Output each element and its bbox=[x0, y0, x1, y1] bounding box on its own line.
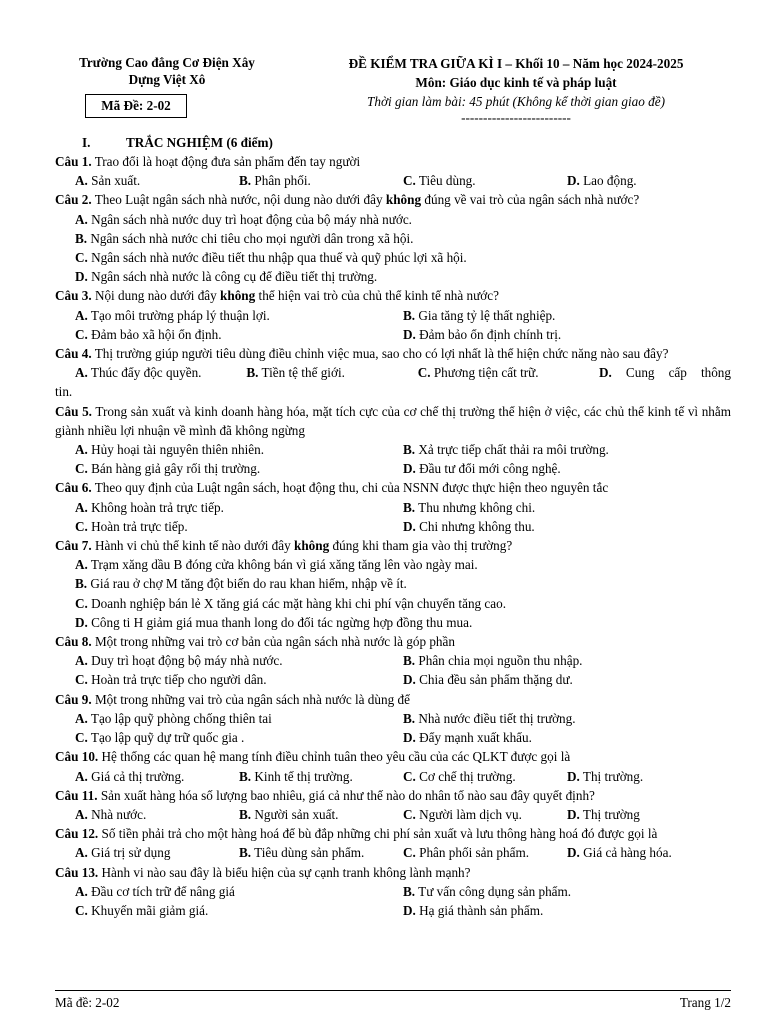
question-text: Thị trường giúp người tiêu dùng điều chỉnh việc mua, sao cho có lợi nhất là thể hiện chức năng nào sau đây? bbox=[91, 346, 669, 362]
option-b bbox=[239, 843, 403, 862]
option-a bbox=[55, 555, 731, 574]
option-letter: C. bbox=[403, 768, 416, 784]
exam-subject: Môn: Giáo dục kinh tế và pháp luật bbox=[415, 75, 617, 90]
option-c bbox=[75, 728, 403, 747]
question-label: Câu 3. bbox=[55, 288, 92, 304]
option-text: Không hoàn trả trực tiếp. bbox=[87, 499, 224, 515]
option-text: Trạm xăng dầu B đóng cửa không bán vì giá xăng tăng lên vào ngày mai. bbox=[87, 557, 478, 573]
option-letter: B. bbox=[239, 768, 252, 784]
question-text: Hành vi nào sau đây là biểu hiện của sự cạnh tranh không lành mạnh? bbox=[98, 864, 471, 880]
option-letter: D. bbox=[75, 614, 88, 630]
question-label: Câu 1. bbox=[55, 154, 92, 169]
option-letter: C. bbox=[75, 250, 88, 266]
option-text: Giá cả thị trường. bbox=[87, 768, 185, 784]
question-5 bbox=[55, 402, 731, 440]
option-letter: B. bbox=[403, 442, 416, 458]
option-a bbox=[75, 440, 403, 459]
option-a bbox=[75, 767, 239, 786]
exam-code-box: Mã Đề: 2-02 bbox=[85, 94, 187, 118]
option-text: Gia tăng tỷ lệ thất nghiệp. bbox=[415, 307, 556, 323]
question-text: Trao đổi là hoạt động đưa sản phẩm đến tay người bbox=[91, 154, 361, 169]
option-letter: D. bbox=[403, 672, 416, 688]
question-9 bbox=[55, 690, 731, 709]
option-text: Tiền tệ thế giới. bbox=[258, 365, 345, 381]
option-text: Nhà nước điều tiết thị trường. bbox=[415, 710, 576, 726]
options-row bbox=[55, 901, 731, 920]
option-text: Chi nhưng không thu. bbox=[415, 518, 535, 534]
option-wrap-text: tin. bbox=[55, 384, 73, 400]
option-text: Tạo môi trường pháp lý thuận lợi. bbox=[87, 307, 270, 323]
option-letter: D. bbox=[403, 518, 416, 534]
option-text: Nhà nước. bbox=[87, 806, 147, 822]
option-letter: D. bbox=[567, 768, 580, 784]
footer-divider bbox=[55, 990, 731, 991]
school-name-line2: Dựng Việt Xô bbox=[128, 72, 206, 87]
option-text: Chia đều sản phẩm thặng dư. bbox=[415, 672, 573, 688]
option-letter: A. bbox=[75, 173, 88, 189]
exam-content bbox=[55, 133, 731, 920]
option-text: Khuyến mãi giảm giá. bbox=[87, 902, 209, 918]
question-text: Một trong những vai trò của ngân sách nhà nước là dùng để bbox=[91, 691, 410, 707]
option-text: Kinh tế thị trường. bbox=[251, 768, 353, 784]
question-7 bbox=[55, 536, 731, 555]
option-text: Đẩy mạnh xuất khẩu. bbox=[415, 730, 532, 746]
option-letter: B. bbox=[403, 499, 416, 515]
option-text: Phương tiện cất trữ. bbox=[430, 365, 539, 381]
option-letter: D. bbox=[403, 461, 416, 477]
option-d bbox=[403, 728, 731, 747]
option-c bbox=[403, 843, 567, 862]
options-row bbox=[55, 709, 731, 728]
options-row bbox=[55, 805, 731, 824]
question-text: Số tiền phải trả cho một hàng hoá để bù đắp những chi phí sản xuất và lưu thông hàng hoá đó được gọi là bbox=[98, 826, 658, 842]
question-4 bbox=[55, 344, 731, 363]
question-text: Theo quy định của Luật ngân sách, hoạt động thu, chi của NSNN được thực hiện theo nguyên tắc bbox=[91, 480, 609, 496]
option-a bbox=[75, 805, 239, 824]
question-emphasis: không bbox=[385, 192, 422, 208]
option-text: Hạ giá thành sản phẩm. bbox=[415, 902, 544, 918]
footer-exam-code: Mã đề: 2-02 bbox=[55, 995, 120, 1010]
option-a bbox=[55, 210, 731, 229]
option-letter: D. bbox=[75, 269, 88, 285]
options-row bbox=[55, 728, 731, 747]
option-text: Phân phối sản phẩm. bbox=[415, 845, 530, 861]
option-letter: D. bbox=[599, 365, 612, 381]
option-letter: A. bbox=[75, 307, 88, 323]
option-text: Tư vấn công dụng sản phẩm. bbox=[415, 883, 572, 899]
options-row bbox=[55, 517, 731, 536]
option-text: Ngân sách nhà nước là công cụ để điều tiết thị trường. bbox=[87, 269, 378, 285]
option-a bbox=[75, 882, 403, 901]
question-text-end: đúng về vai trò của ngân sách nhà nước? bbox=[421, 192, 640, 208]
options-row bbox=[55, 882, 731, 901]
option-a bbox=[75, 306, 403, 325]
option-letter: C. bbox=[403, 845, 416, 861]
option-c bbox=[55, 594, 731, 613]
option-a bbox=[75, 709, 403, 728]
option-letter: C. bbox=[75, 326, 88, 342]
option-d bbox=[589, 363, 731, 382]
question-label: Câu 9. bbox=[55, 691, 92, 707]
option-letter: B. bbox=[246, 365, 259, 381]
options-row bbox=[55, 440, 731, 459]
option-letter: A. bbox=[75, 557, 88, 573]
question-11 bbox=[55, 786, 731, 805]
question-3 bbox=[55, 286, 731, 305]
option-text: Công ti H giảm giá mua thanh long do đối tác ngừng hợp đồng thu mua. bbox=[87, 614, 473, 630]
question-2 bbox=[55, 190, 731, 209]
option-text: Người sản xuất. bbox=[251, 806, 339, 822]
option-letter: B. bbox=[239, 845, 252, 861]
option-d bbox=[55, 613, 731, 632]
option-letter: A. bbox=[75, 845, 88, 861]
option-letter: C. bbox=[403, 806, 416, 822]
option-a bbox=[75, 651, 403, 670]
option-text: Sản xuất. bbox=[87, 173, 141, 189]
question-13 bbox=[55, 863, 731, 882]
question-10 bbox=[55, 747, 731, 766]
option-letter: B. bbox=[75, 230, 88, 246]
option-letter: A. bbox=[75, 768, 88, 784]
option-d bbox=[567, 843, 731, 862]
question-8 bbox=[55, 632, 731, 651]
option-text: Đảm bảo xã hội ổn định. bbox=[87, 326, 222, 342]
options-row bbox=[55, 325, 731, 344]
section-heading bbox=[55, 133, 731, 152]
option-letter: C. bbox=[417, 365, 431, 381]
option-b bbox=[403, 306, 731, 325]
option-text: Thúc đẩy độc quyền. bbox=[87, 365, 202, 381]
options-row bbox=[55, 767, 731, 786]
option-text: Giá cả hàng hóa. bbox=[579, 845, 672, 861]
option-letter: A. bbox=[75, 211, 88, 227]
option-d bbox=[403, 901, 731, 920]
question-label: Câu 13. bbox=[55, 864, 99, 880]
option-d bbox=[403, 325, 731, 344]
question-emphasis: không bbox=[220, 288, 256, 304]
option-text: Hủy hoại tài nguyên thiên nhiên. bbox=[87, 442, 264, 458]
option-letter: D. bbox=[403, 902, 416, 918]
option-d bbox=[403, 670, 731, 689]
question-text-end: thể hiện vai trò của chủ thể kinh tế nhà nước? bbox=[255, 288, 499, 304]
option-letter: A. bbox=[75, 499, 88, 515]
option-letter: A. bbox=[75, 883, 88, 899]
options-row bbox=[55, 651, 731, 670]
option-a bbox=[75, 171, 239, 190]
option-text: Tạo lập quỹ phòng chống thiên tai bbox=[87, 710, 272, 726]
option-letter: B. bbox=[403, 653, 416, 669]
exam-title: ĐỀ KIỂM TRA GIỮA KÌ I – Khối 10 – Năm học 2024-2025 bbox=[348, 56, 684, 71]
option-letter: A. bbox=[75, 710, 88, 726]
options-row bbox=[55, 306, 731, 325]
option-text: Duy trì hoạt động bộ máy nhà nước. bbox=[87, 653, 283, 669]
option-b bbox=[239, 805, 403, 824]
option-text: Tiêu dùng sản phẩm. bbox=[251, 845, 365, 861]
question-text: Hệ thống các quan hệ mang tính điều chỉnh tuân theo yêu cầu của các QLKT được gọi là bbox=[98, 749, 571, 765]
option-text: Người làm dịch vụ. bbox=[415, 806, 522, 822]
option-text: Lao động. bbox=[579, 173, 637, 189]
option-letter: C. bbox=[75, 730, 88, 746]
question-label: Câu 2. bbox=[55, 192, 92, 208]
option-d bbox=[567, 171, 731, 190]
option-c bbox=[75, 670, 403, 689]
option-b bbox=[239, 171, 403, 190]
option-text: Tạo lập quỹ dự trữ quốc gia . bbox=[87, 730, 245, 746]
footer-page-number: Trang 1/2 bbox=[679, 995, 731, 1010]
option-c bbox=[403, 767, 567, 786]
option-letter: C. bbox=[403, 173, 416, 189]
question-1 bbox=[55, 152, 731, 171]
option-text: Hoàn trả trực tiếp cho người dân. bbox=[87, 672, 267, 688]
header-separator: ------------------------- bbox=[461, 110, 571, 125]
option-letter: D. bbox=[403, 326, 416, 342]
option-b bbox=[55, 574, 731, 593]
option-letter: C. bbox=[75, 902, 88, 918]
question-text: Sản xuất hàng hóa số lượng bao nhiêu, giá cả như thế nào do nhân tố nào sau đây quyết định? bbox=[97, 787, 595, 803]
question-text: Nội dung nào dưới đây bbox=[91, 288, 221, 304]
option-b bbox=[55, 229, 731, 248]
option-c bbox=[403, 171, 567, 190]
option-text: Cơ chế thị trường. bbox=[415, 768, 516, 784]
option-a bbox=[75, 498, 403, 517]
question-label: Câu 11. bbox=[55, 787, 98, 803]
question-label: Câu 12. bbox=[55, 826, 99, 842]
question-6 bbox=[55, 478, 731, 497]
options-row bbox=[55, 670, 731, 689]
options-row bbox=[55, 459, 731, 478]
option-c bbox=[75, 325, 403, 344]
options-row bbox=[55, 498, 731, 517]
question-label: Câu 10. bbox=[55, 749, 99, 765]
school-name-line1: Trường Cao đẳng Cơ Điện Xây bbox=[79, 55, 255, 70]
option-d bbox=[55, 267, 731, 286]
option-letter: D. bbox=[403, 730, 416, 746]
option-text: Ngân sách nhà nước chi tiêu cho mọi người dân trong xã hội. bbox=[87, 230, 414, 246]
question-text: Một trong những vai trò cơ bản của ngân sách nhà nước là góp phần bbox=[91, 634, 455, 650]
question-label: Câu 8. bbox=[55, 634, 92, 650]
option-text: Phân chia mọi nguồn thu nhập. bbox=[415, 653, 583, 669]
section-number: I. bbox=[82, 135, 91, 150]
option-letter: A. bbox=[75, 806, 88, 822]
question-label: Câu 7. bbox=[55, 538, 92, 554]
option-b bbox=[403, 882, 731, 901]
option-letter: D. bbox=[567, 806, 580, 822]
question-text: Theo Luật ngân sách nhà nước, nội dung nào dưới đây bbox=[91, 192, 386, 208]
school-name bbox=[52, 54, 282, 88]
option-c bbox=[418, 363, 589, 382]
option-text: Ngân sách nhà nước duy trì hoạt động của bộ máy nhà nước. bbox=[87, 211, 412, 227]
option-text: Đầu tư đổi mới công nghệ. bbox=[415, 461, 561, 477]
option-text: Đảm bảo ổn định chính trị. bbox=[415, 326, 562, 342]
question-text-end: đúng khi tham gia vào thị trường? bbox=[329, 538, 513, 554]
option-text: Xả trực tiếp chất thải ra môi trường. bbox=[415, 442, 609, 458]
option-text: Ngân sách nhà nước điều tiết thu nhập qua thuế và quỹ phúc lợi xã hội. bbox=[87, 250, 467, 266]
options-row bbox=[55, 171, 731, 190]
option-text: Thu nhưng không chi. bbox=[415, 499, 536, 515]
option-b bbox=[403, 440, 731, 459]
option-letter: B. bbox=[75, 576, 88, 592]
option-b bbox=[239, 767, 403, 786]
option-a bbox=[75, 843, 239, 862]
option-text: Doanh nghiệp bán lẻ X tăng giá các mặt hàng khi chi phí vận chuyển tăng cao. bbox=[87, 595, 507, 611]
option-b bbox=[246, 363, 417, 382]
option-d bbox=[567, 805, 731, 824]
option-b bbox=[403, 498, 731, 517]
option-text: Phân phối. bbox=[251, 173, 311, 189]
question-text: Trong sản xuất và kinh doanh hàng hóa, mặt tích cực của cơ chế thị trường thể hiện ở việc, các chủ thể kinh tế vì nhằm giành nhiều lợi nhuận về mình đã không ngừng bbox=[55, 403, 731, 438]
option-text: Thị trường bbox=[579, 806, 640, 822]
option-a bbox=[75, 363, 246, 382]
option-letter: C. bbox=[75, 672, 88, 688]
option-text: Giá rau ở chợ M tăng đột biến do rau khan hiếm, nhập về ít. bbox=[87, 576, 407, 592]
option-text: Thị trường. bbox=[579, 768, 644, 784]
option-letter: B. bbox=[239, 173, 252, 189]
option-text: Giá trị sử dụng bbox=[87, 845, 171, 861]
question-label: Câu 5. bbox=[55, 403, 92, 419]
question-emphasis: không bbox=[294, 538, 330, 554]
question-label: Câu 6. bbox=[55, 480, 92, 496]
option-d bbox=[403, 517, 731, 536]
option-letter: C. bbox=[75, 461, 88, 477]
option-b bbox=[403, 651, 731, 670]
question-text: Hành vi chủ thể kinh tế nào dưới đây bbox=[91, 538, 295, 554]
option-letter: D. bbox=[567, 845, 580, 861]
exam-header bbox=[300, 54, 732, 125]
exam-time: Thời gian làm bài: 45 phút (Không kể thời gian giao đề) bbox=[367, 94, 665, 109]
option-d bbox=[567, 767, 731, 786]
option-letter: A. bbox=[75, 365, 88, 381]
option-c bbox=[75, 459, 403, 478]
option-letter: B. bbox=[403, 883, 416, 899]
option-letter: A. bbox=[75, 653, 88, 669]
option-text: Tiêu dùng. bbox=[415, 173, 476, 189]
option-c bbox=[55, 248, 731, 267]
option-d bbox=[403, 459, 731, 478]
question-12 bbox=[55, 824, 731, 843]
option-letter: B. bbox=[239, 806, 252, 822]
option-letter: C. bbox=[75, 518, 88, 534]
option-letter: B. bbox=[403, 710, 416, 726]
options-row bbox=[55, 843, 731, 862]
options-row bbox=[55, 363, 731, 382]
option-c bbox=[75, 901, 403, 920]
question-label: Câu 4. bbox=[55, 346, 92, 362]
option-text: Hoàn trả trực tiếp. bbox=[87, 518, 188, 534]
option-letter: A. bbox=[75, 442, 88, 458]
option-letter: D. bbox=[567, 173, 580, 189]
option-b bbox=[403, 709, 731, 728]
option-letter: C. bbox=[75, 595, 88, 611]
option-text: Đầu cơ tích trữ để nâng giá bbox=[87, 883, 235, 899]
option-text: Bán hàng giả gây rối thị trường. bbox=[87, 461, 261, 477]
option-c bbox=[75, 517, 403, 536]
option-letter: B. bbox=[403, 307, 416, 323]
option-c bbox=[403, 805, 567, 824]
option-text: Cung cấp thông bbox=[611, 365, 731, 381]
section-title: TRẮC NGHIỆM (6 điểm) bbox=[126, 135, 273, 150]
